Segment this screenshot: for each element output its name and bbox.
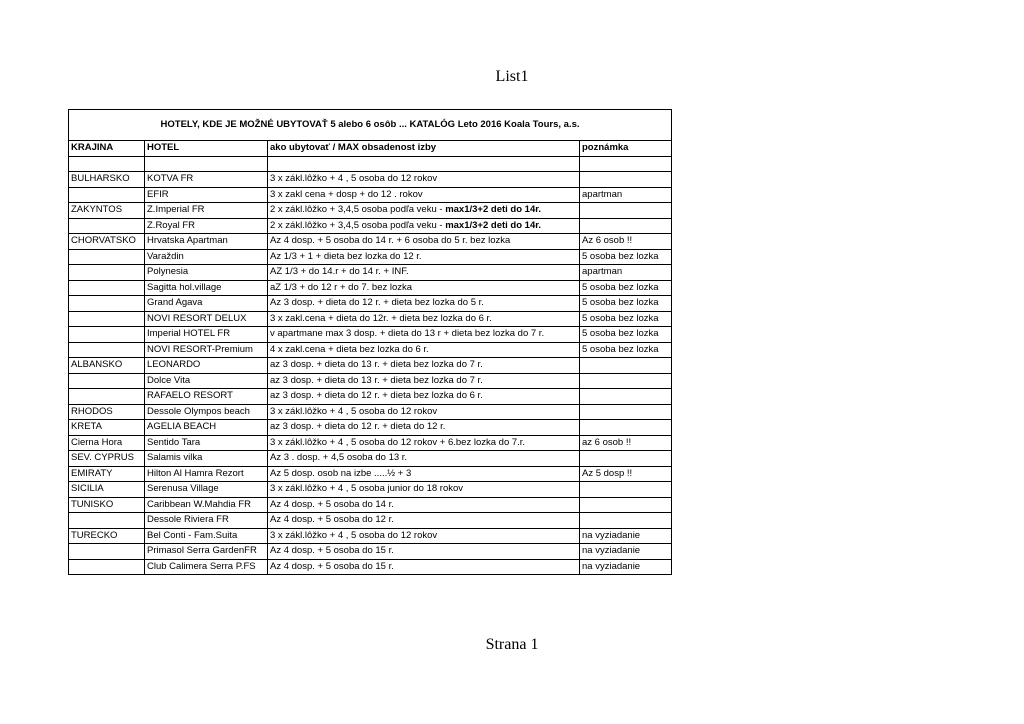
- table-row: [69, 373, 672, 389]
- occupancy-cell: [268, 497, 580, 513]
- occupancy-cell: [268, 451, 580, 467]
- header-country: KRAJINA: [69, 141, 145, 157]
- table-row: [69, 327, 672, 343]
- table-banner-row: [69, 110, 672, 141]
- note-cell: 5 osoba bez lozka: [580, 249, 672, 265]
- country-cell: [69, 559, 145, 575]
- country-cell: EMIRATY: [69, 466, 145, 482]
- occupancy-cell: [268, 218, 580, 234]
- occupancy-cell: [268, 187, 580, 203]
- hotel-cell: NOVI RESORT DELUX: [145, 311, 268, 327]
- hotel-cell: Grand Agava: [145, 296, 268, 312]
- occupancy-text: 3 x zakl.cena + dieta do 12r. + dieta bez lozka do 6 r.: [270, 312, 492, 324]
- hotel-cell: Serenusa Village: [145, 482, 268, 498]
- hotel-cell: Salamis vilka: [145, 451, 268, 467]
- table-row: [69, 249, 672, 265]
- table-row: [69, 451, 672, 467]
- table-row: [69, 389, 672, 405]
- note-cell: [580, 218, 672, 234]
- table-row: [69, 404, 672, 420]
- note-cell: [580, 203, 672, 219]
- occupancy-text: 3 x zákl.lôžko + 4 , 5 osoba do 12 rokov: [270, 529, 438, 541]
- country-cell: TURECKO: [69, 528, 145, 544]
- sheet-title: List1: [495, 68, 529, 85]
- note-cell: Az 5 dosp !!: [580, 466, 672, 482]
- note-cell: na vyziadanie: [580, 528, 672, 544]
- occupancy-cell: [268, 358, 580, 374]
- hotel-cell: Dolce Vita: [145, 373, 268, 389]
- occupancy-max-text: max1/3+2 deti do 14r.: [445, 204, 542, 215]
- spacer-cell: [69, 156, 145, 172]
- occupancy-text: az 3 dosp. + dieta do 13 r. + dieta bez lozka do 7 r.: [270, 359, 483, 370]
- note-cell: 5 osoba bez lozka: [580, 280, 672, 296]
- country-cell: ALBANSKO: [69, 358, 145, 374]
- table-row: [69, 513, 672, 529]
- occupancy-cell: [268, 172, 580, 188]
- note-cell: na vyziadanie: [580, 544, 672, 560]
- occupancy-text: 2 x zákl.lôžko + 3,4,5 osoba podľa veku -: [270, 204, 446, 215]
- occupancy-cell: [268, 203, 580, 219]
- country-cell: [69, 218, 145, 234]
- country-cell: [69, 342, 145, 358]
- occupancy-text: Az 4 dosp. + 5 osoba do 14 r.: [270, 498, 394, 510]
- occupancy-text: Az 4 dosp. + 5 osoba do 15 r.: [270, 560, 394, 572]
- hotel-cell: Sentido Tara: [145, 435, 268, 451]
- table-row: [69, 218, 672, 234]
- country-cell: ZAKYNTOS: [69, 203, 145, 219]
- spacer-cell: [580, 156, 672, 172]
- note-cell: 5 osoba bez lozka: [580, 342, 672, 358]
- occupancy-cell: [268, 265, 580, 281]
- table-row: [69, 482, 672, 498]
- hotel-cell: Dessole Riviera FR: [145, 513, 268, 529]
- hotel-cell: Bel Conti - Fam.Suita: [145, 528, 268, 544]
- country-cell: [69, 373, 145, 389]
- occupancy-cell: [268, 249, 580, 265]
- occupancy-text: 2 x zákl.lôžko + 3,4,5 osoba podľa veku -: [270, 219, 446, 231]
- hotel-cell: EFIR: [145, 187, 268, 203]
- country-cell: [69, 389, 145, 405]
- table-row: [69, 528, 672, 544]
- table-row: [69, 559, 672, 575]
- country-cell: SICILIA: [69, 482, 145, 498]
- hotel-cell: Polynesia: [145, 265, 268, 281]
- occupancy-text: Az 4 dosp. + 5 osoba do 14 r. + 6 osoba do 5 r. bez lozka: [270, 235, 511, 246]
- header-occupancy: ako ubytovať / MAX obsadenost izby: [268, 141, 580, 157]
- country-cell: RHODOS: [69, 404, 145, 420]
- note-cell: [580, 513, 672, 529]
- table-row: [69, 296, 672, 312]
- occupancy-text: az 3 dosp. + dieta do 12 r. + dieta do 12 r.: [270, 421, 446, 432]
- table-row: [69, 265, 672, 281]
- country-cell: [69, 280, 145, 296]
- hotel-cell: AGELIA BEACH: [145, 420, 268, 436]
- note-cell: 5 osoba bez lozka: [580, 296, 672, 312]
- table-row: [69, 435, 672, 451]
- country-cell: CHORVATSKO: [69, 234, 145, 250]
- occupancy-text: az 3 dosp. + dieta do 12 r. + dieta bez lozka do 6 r.: [270, 390, 483, 401]
- spacer-cell: [145, 156, 268, 172]
- country-cell: SEV. CYPRUS: [69, 451, 145, 467]
- hotel-table: [68, 109, 672, 575]
- note-cell: [580, 482, 672, 498]
- table-row: [69, 234, 672, 250]
- occupancy-cell: [268, 528, 580, 544]
- country-cell: [69, 544, 145, 560]
- occupancy-cell: [268, 296, 580, 312]
- note-cell: az 6 osob !!: [580, 435, 672, 451]
- occupancy-text: v apartmane max 3 dosp. + dieta do 13 r + dieta bez lozka do 7 r.: [270, 328, 545, 339]
- country-cell: TUNISKO: [69, 497, 145, 513]
- hotel-cell: KOTVA FR: [145, 172, 268, 188]
- occupancy-text: aZ 1/3 + do 12 r + do 7. bez lozka: [270, 281, 413, 293]
- hotel-cell: Hrvatska Apartman: [145, 234, 268, 250]
- hotel-cell: Dessole Olympos beach: [145, 404, 268, 420]
- hotel-cell: Imperial HOTEL FR: [145, 327, 268, 343]
- occupancy-cell: [268, 311, 580, 327]
- country-cell: Cierna Hora: [69, 435, 145, 451]
- hotel-cell: Sagitta hol.village: [145, 280, 268, 296]
- occupancy-cell: [268, 420, 580, 436]
- occupancy-text: 3 x zakl cena + dosp + do 12 . rokov: [270, 188, 423, 200]
- hotel-cell: Club Calimera Serra P.FS: [145, 559, 268, 575]
- note-cell: [580, 420, 672, 436]
- occupancy-cell: [268, 234, 580, 250]
- hotel-cell: LEONARDO: [145, 358, 268, 374]
- hotel-cell: RAFAELO RESORT: [145, 389, 268, 405]
- occupancy-text: Az 3 . dosp. + 4,5 osoba do 13 r.: [270, 452, 408, 463]
- occupancy-text: 3 x zákl.lôžko + 4 , 5 osoba junior do 18 rokov: [270, 483, 464, 494]
- occupancy-max-text: max1/3+2 deti do 14r.: [445, 219, 542, 231]
- occupancy-cell: [268, 466, 580, 482]
- occupancy-cell: [268, 482, 580, 498]
- table-row: [69, 203, 672, 219]
- note-cell: [580, 373, 672, 389]
- note-cell: [580, 497, 672, 513]
- hotel-cell: Primasol Serra GardenFR: [145, 544, 268, 560]
- occupancy-cell: [268, 389, 580, 405]
- occupancy-cell: [268, 373, 580, 389]
- occupancy-cell: [268, 404, 580, 420]
- table-row: [69, 311, 672, 327]
- occupancy-text: Az 3 dosp. + dieta do 12 r. + dieta bez lozka do 5 r.: [270, 297, 484, 308]
- header-note: poznámka: [580, 141, 672, 157]
- note-cell: 5 osoba bez lozka: [580, 311, 672, 327]
- page-footer: Strana 1: [485, 636, 539, 653]
- country-cell: [69, 249, 145, 265]
- table-row: [69, 187, 672, 203]
- occupancy-text: Az 1/3 + 1 + dieta bez lozka do 12 r.: [270, 250, 422, 262]
- occupancy-cell: [268, 544, 580, 560]
- table-row: [69, 544, 672, 560]
- occupancy-cell: [268, 435, 580, 451]
- note-cell: [580, 451, 672, 467]
- hotel-cell: Z.Imperial FR: [145, 203, 268, 219]
- occupancy-text: 3 x zákl.lôžko + 4 , 5 osoba do 12 rokov: [270, 405, 438, 417]
- table-row: [69, 342, 672, 358]
- hotel-table-container: [68, 109, 671, 575]
- occupancy-cell: [268, 327, 580, 343]
- country-cell: [69, 296, 145, 312]
- spacer-cell: [268, 156, 580, 172]
- table-row: [69, 497, 672, 513]
- occupancy-cell: [268, 280, 580, 296]
- table-row: [69, 466, 672, 482]
- occupancy-text: 3 x zákl.lôžko + 4 , 5 osoba do 12 rokov + 6.bez lozka do 7.r.: [270, 436, 526, 448]
- country-cell: [69, 513, 145, 529]
- country-cell: [69, 311, 145, 327]
- table-row: [69, 420, 672, 436]
- hotel-cell: Hilton Al Hamra Rezort: [145, 466, 268, 482]
- table-header-row: [69, 141, 672, 157]
- hotel-cell: NOVI RESORT-Premium: [145, 342, 268, 358]
- occupancy-text: 3 x zákl.lôžko + 4 , 5 osoba do 12 rokov: [270, 173, 438, 184]
- table-row: [69, 358, 672, 374]
- occupancy-text: Az 4 dosp. + 5 osoba do 12 r.: [270, 514, 394, 525]
- note-cell: [580, 172, 672, 188]
- note-cell: na vyziadanie: [580, 559, 672, 575]
- note-cell: [580, 358, 672, 374]
- note-cell: 5 osoba bez lozka: [580, 327, 672, 343]
- occupancy-text: Az 5 dosp. osob na izbe .....½ + 3: [270, 467, 412, 479]
- note-cell: apartman: [580, 187, 672, 203]
- hotel-cell: Caribbean W.Mahdia FR: [145, 497, 268, 513]
- table-banner: HOTELY, KDE JE MOŽNÉ UBYTOVAŤ 5 alebo 6 osôb ... KATALÓG Leto 2016 Koala Tours, a.s.: [69, 110, 672, 141]
- occupancy-cell: [268, 342, 580, 358]
- note-cell: [580, 389, 672, 405]
- occupancy-text: AZ 1/3 + do 14.r + do 14 r. + INF.: [270, 266, 409, 277]
- table-row: [69, 172, 672, 188]
- note-cell: apartman: [580, 265, 672, 281]
- note-cell: Az 6 osob !!: [580, 234, 672, 250]
- occupancy-text: az 3 dosp. + dieta do 13 r. + dieta bez lozka do 7 r.: [270, 374, 483, 386]
- note-cell: [580, 404, 672, 420]
- hotel-cell: Z.Royal FR: [145, 218, 268, 234]
- occupancy-cell: [268, 559, 580, 575]
- table-row: [69, 280, 672, 296]
- occupancy-text: Az 4 dosp. + 5 osoba do 15 r.: [270, 545, 394, 556]
- occupancy-text: 4 x zakl.cena + dieta bez lozka do 6 r.: [270, 343, 429, 355]
- country-cell: KRETA: [69, 420, 145, 436]
- occupancy-cell: [268, 513, 580, 529]
- header-hotel: HOTEL: [145, 141, 268, 157]
- table-spacer-row: [69, 156, 672, 172]
- hotel-cell: Varaždin: [145, 249, 268, 265]
- country-cell: [69, 265, 145, 281]
- country-cell: [69, 327, 145, 343]
- country-cell: [69, 187, 145, 203]
- country-cell: BULHARSKO: [69, 172, 145, 188]
